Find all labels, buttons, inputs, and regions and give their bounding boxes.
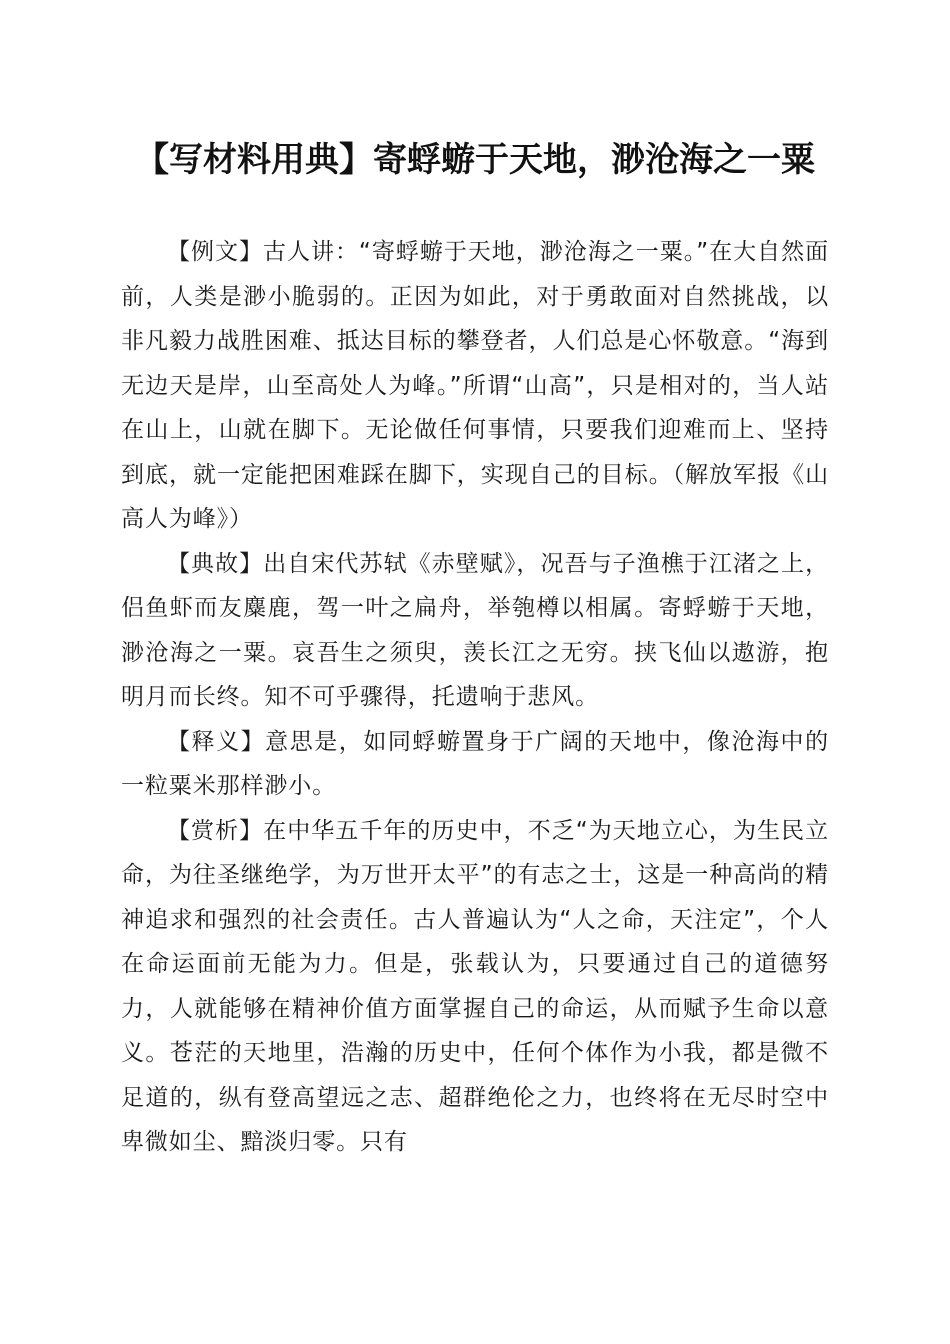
paragraph-example: 【例文】古人讲：“寄蜉蝣于天地，渺沧海之一粟。”在大自然面前，人类是渺小脆弱的。正因为如此，对于勇敢面对自然挑战，以非凡毅力战胜困难、抵达目标的攀登者，人们总是心怀敬意。“海到无边天是岸，山至高处人为峰。”所谓“山高”，只是相对的，当人站在山上，山就在脚下。无论做任何事情，只要我们迎难而上、坚持到底，就一定能把困难踩在脚下，实现自己的目标。（解放军报《山高人为峰》） — [121, 239, 829, 532]
paragraph-meaning: 【释义】意思是，如同蜉蝣置身于广阔的天地中，像沧海中的一粒粟米那样渺小。 — [121, 728, 829, 799]
document-body — [121, 230, 829, 1165]
paragraph-allusion: 【典故】出自宋代苏轼《赤壁赋》，况吾与子渔樵于江渚之上，侣鱼虾而友麋鹿，驾一叶之扁舟，举匏樽以相属。寄蜉蝣于天地，渺沧海之一粟。哀吾生之须臾，羡长江之无穷。挟飞仙以遨游，抱明月而长终。知不可乎骤得，托遗响于悲风。 — [121, 550, 829, 710]
document-title: 【写材料用典】寄蜉蝣于天地，渺沧海之一粟 — [135, 140, 815, 180]
paragraph-appreciation: 【赏析】在中华五千年的历史中，不乏“为天地立心，为生民立命，为往圣继绝学，为万世开太平”的有志之士，这是一种高尚的精神追求和强烈的社会责任。古人普遍认为“人之命，天注定”，个人在命运面前无能为力。但是，张载认为，只要通过自己的道德努力，人就能够在精神价值方面掌握自己的命运，从而赋予生命以意义。苍茫的天地里，浩瀚的历史中，任何个体作为小我，都是微不足道的，纵有登高望远之志、超群绝伦之力，也终将在无尽时空中卑微如尘、黯淡归零。只有 — [121, 817, 829, 1155]
